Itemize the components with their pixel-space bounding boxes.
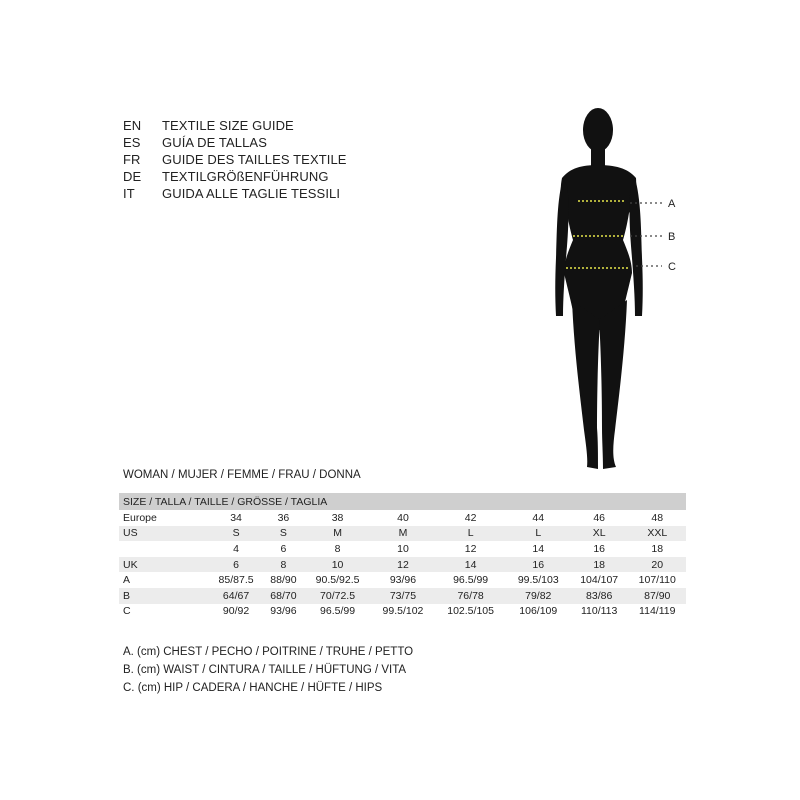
table-cell: 48 [651, 511, 664, 524]
row-label: US [119, 526, 209, 542]
table-header-row [119, 493, 686, 510]
table-cell: XL [570, 526, 629, 542]
table-cell: 107/110 [638, 574, 676, 587]
row-label: B [119, 588, 209, 604]
table-cell: 96.5/99 [320, 605, 356, 618]
table-cell: 85/87.5 [218, 574, 254, 587]
table-cell: 10 [304, 557, 372, 573]
table-cell: 46 [593, 511, 606, 524]
table-cell: 79/82 [507, 588, 570, 604]
table-cell: 102.5/105 [447, 605, 494, 618]
guide-title: TEXTILE SIZE GUIDE [162, 118, 294, 133]
table-cell: 18 [570, 557, 629, 573]
table-cell: 114/119 [639, 605, 676, 618]
table-cell: M [371, 526, 434, 542]
language-code: FR [123, 152, 141, 167]
table-row-us-numeric [119, 541, 686, 557]
table-cell: 106/109 [519, 605, 558, 618]
guide-title: TEXTILGRÖßENFÜHRUNG [162, 169, 329, 184]
guide-title-row-fr [123, 151, 347, 168]
table-cell: 99.5/102 [382, 605, 424, 618]
table-cell: M [304, 526, 372, 542]
table-cell: 73/75 [371, 588, 434, 604]
guide-title: GUÍA DE TALLAS [162, 135, 267, 150]
legend-item-hip: C. (cm) HIP / CADERA / HANCHE / HÜFTE / HIPS [123, 682, 383, 694]
table-cell: 12 [464, 542, 477, 555]
table-cell: 10 [397, 542, 409, 555]
table-cell: 68/70 [263, 588, 304, 604]
language-code: ES [123, 135, 141, 150]
table-cell: 14 [435, 557, 507, 573]
table-cell: 87/90 [629, 588, 687, 604]
table-header: SIZE / TALLA / TAILLE / GRÖSSE / TAGLIA [119, 493, 686, 510]
table-cell: 4 [233, 542, 239, 555]
table-row-uk [119, 557, 686, 573]
row-label [119, 541, 209, 557]
table-cell: 99.5/103 [517, 574, 559, 587]
table-cell: 90/92 [222, 605, 250, 618]
table-cell: 20 [629, 557, 687, 573]
guide-title-row-es [123, 134, 347, 151]
table-cell: 93/96 [270, 605, 297, 618]
table-row-europe [119, 510, 686, 526]
language-code: IT [123, 186, 135, 201]
silhouette-icon [555, 108, 643, 469]
language-code: DE [123, 169, 142, 184]
table-cell: 76/78 [435, 588, 507, 604]
table-cell: L [507, 526, 570, 542]
woman-silhouette-figure [540, 100, 690, 475]
table-cell: 40 [397, 511, 409, 524]
table-cell: 8 [334, 542, 341, 555]
table-cell: 38 [331, 511, 344, 524]
guide-title-row-it [123, 185, 347, 202]
measure-label-a: A [668, 198, 676, 210]
table-cell: 36 [277, 511, 290, 524]
row-label: UK [119, 557, 209, 573]
table-cell: 90.5/92.5 [315, 574, 360, 587]
table-row-c [119, 604, 686, 620]
table-cell: 6 [280, 542, 287, 555]
legend-item-waist: B. (cm) WAIST / CINTURA / TAILLE / HÜFTUNG / VITA [123, 664, 407, 676]
table-cell: 110/113 [580, 605, 618, 618]
measure-label-b: B [668, 231, 676, 243]
table-row-us [119, 526, 686, 542]
table-row-a [119, 572, 686, 588]
guide-title-row-de [123, 168, 347, 185]
table-cell: 12 [371, 557, 434, 573]
table-cell: 104/107 [580, 574, 619, 587]
table-cell: 88/90 [270, 574, 297, 587]
table-cell: 70/72.5 [304, 588, 372, 604]
legend-item-chest: A. (cm) CHEST / PECHO / POITRINE / TRUHE / PETTO [123, 646, 414, 658]
guide-title: GUIDA ALLE TAGLIE TESSILI [162, 186, 341, 201]
table-cell: 93/96 [389, 574, 417, 587]
table-cell: 34 [230, 511, 242, 524]
table-cell: XXL [629, 526, 687, 542]
table-cell: 16 [507, 557, 570, 573]
language-code: EN [123, 118, 142, 133]
guide-titles [123, 117, 347, 202]
measurement-legend [123, 643, 413, 697]
table-cell: 16 [593, 542, 606, 555]
table-cell: 18 [651, 542, 664, 555]
table-cell: L [435, 526, 507, 542]
table-cell: 83/86 [570, 588, 629, 604]
table-cell: S [263, 526, 304, 542]
table-cell: 64/67 [209, 588, 263, 604]
table-row-b [119, 588, 686, 604]
table-cell: 6 [209, 557, 263, 573]
table-cell: 42 [464, 511, 477, 524]
guide-title-row-en [123, 117, 347, 134]
table-cell: 14 [532, 542, 545, 555]
size-table [119, 493, 686, 619]
guide-title: GUIDE DES TAILLES TEXTILE [162, 152, 347, 167]
measure-label-c: C [668, 261, 676, 273]
table-cell: S [209, 526, 263, 542]
row-label: C [123, 605, 131, 618]
table-cell: 44 [532, 511, 545, 524]
row-label: Europe [123, 511, 157, 524]
woman-heading: WOMAN / MUJER / FEMME / FRAU / DONNA [123, 469, 361, 481]
table-cell: 96.5/99 [453, 574, 489, 587]
table-cell: 8 [263, 557, 304, 573]
row-label: A [123, 574, 131, 587]
